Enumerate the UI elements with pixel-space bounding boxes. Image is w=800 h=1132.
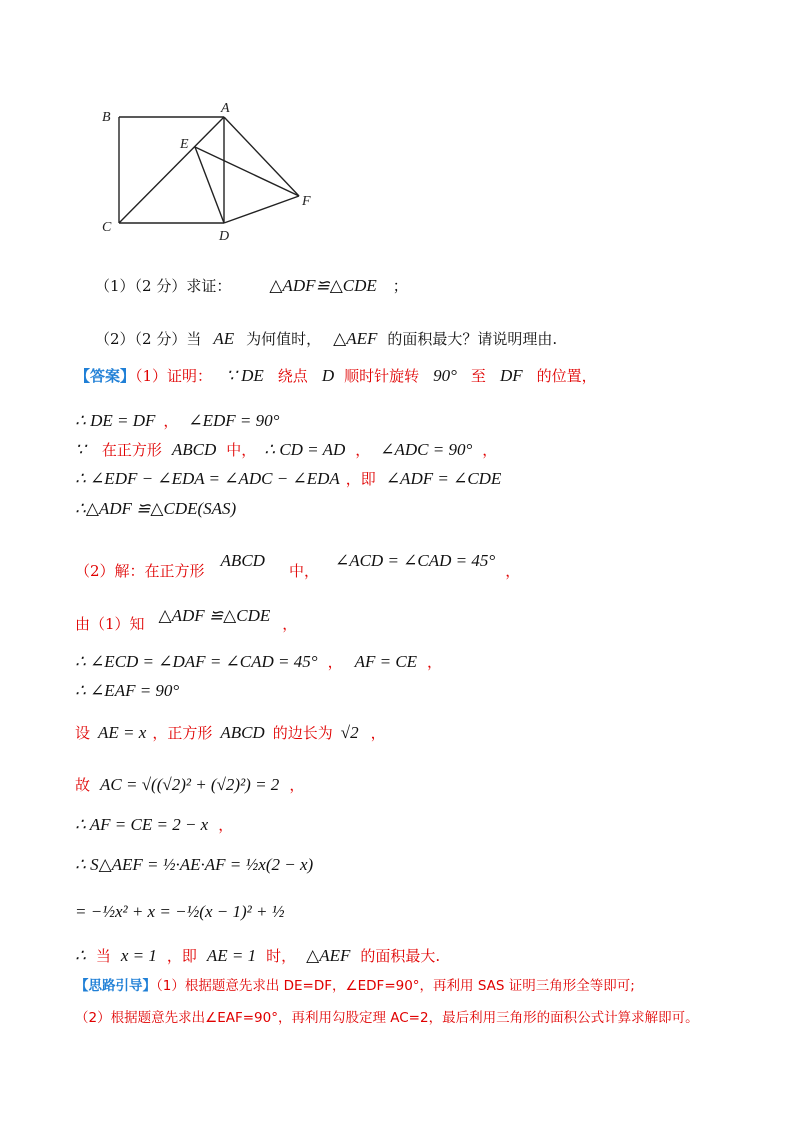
formula: ∠EDF = 90° (188, 411, 280, 430)
formula: ABCD (171, 440, 217, 459)
text-e: 的位置， (536, 367, 597, 385)
answer-line-3 (75, 440, 497, 460)
answer-line-12 (75, 815, 233, 835)
answer-line-10 (75, 723, 386, 743)
answer-line-2 (75, 411, 279, 431)
formula: ABCD (220, 723, 265, 742)
formula: ∴ (75, 946, 86, 965)
guide-tag: 【思路引导】 (75, 978, 156, 994)
guide-text-2: （2）根据题意先求出∠EAF=90°，再利用勾股定理 AC=2，最后利用三角形的面积公式计算求解即可。 (75, 1010, 699, 1026)
formula: ∴ CD = AD (264, 440, 346, 459)
text: ， (282, 615, 298, 633)
text: ， (427, 653, 443, 671)
formula: ∴ ∠EDF − ∠EDA = ∠ADC − ∠EDA (75, 469, 340, 488)
label-D: D (219, 229, 230, 244)
text: 由（1）知 (75, 615, 145, 633)
answer-tag: 【答案】 (75, 367, 136, 385)
label-E: E (180, 137, 189, 152)
answer-line-4 (75, 469, 501, 489)
text: 设 (75, 724, 91, 742)
text: ，即 (166, 947, 197, 965)
label-F: F (302, 194, 311, 209)
text-b: 绕点 (277, 367, 308, 385)
formula: DF (499, 366, 523, 385)
answer-line-14 (75, 902, 284, 922)
formula: ∠ACD = ∠CAD = 45° (334, 551, 496, 570)
label-A: A (221, 101, 230, 116)
answer-line-13 (75, 855, 313, 875)
formula: ∴ DE = DF (75, 411, 156, 430)
segment-DF (224, 196, 299, 223)
text-a: （1）证明： (135, 367, 213, 385)
text: ， (505, 562, 521, 580)
formula: ∴ S△AEF = ½·AE·AF = ½x(2 − x) (75, 855, 314, 874)
formula: AC = √((√2)² + (√2)²) = 2 (100, 775, 280, 794)
formula: ∴ ∠EAF = 90° (75, 681, 180, 700)
text: ， (163, 412, 179, 430)
formula: △ADF ≌△CDE (158, 606, 271, 625)
label-C: C (102, 220, 112, 235)
text: ， (355, 441, 371, 459)
text: 中， (288, 562, 319, 580)
formula: 90° (433, 366, 457, 385)
formula: = −½x² + x = −½(x − 1)² + ½ (75, 902, 285, 921)
q2-prefix: （2）（2 分）当 (95, 330, 202, 348)
formula: ∴△ADF ≌△CDE(SAS) (75, 499, 237, 518)
answer-line-7 (75, 606, 298, 634)
formula: ∠ADC = 90° (380, 440, 473, 459)
geometry-figure (95, 95, 325, 245)
text: ， (482, 441, 498, 459)
formula: ∵ (75, 440, 86, 459)
q1-formula: △ADF≌△CDE (269, 276, 377, 295)
answer-line-15 (75, 946, 440, 966)
text: 的面积最大. (360, 947, 441, 965)
formula: √2 (340, 723, 359, 742)
formula: ∴ ∠ECD = ∠DAF = ∠CAD = 45° (75, 652, 318, 671)
guide-line-2 (75, 1008, 699, 1028)
formula: AE = x (98, 723, 147, 742)
text: ， (218, 816, 234, 834)
answer-line-5 (75, 499, 236, 519)
answer-line-8 (75, 652, 442, 672)
text: 中， (226, 441, 257, 459)
segment-AF (224, 117, 299, 196)
q2-formula-ae: AE (213, 329, 235, 348)
answer-line-1 (75, 366, 597, 386)
q2-formula-aef: △AEF (333, 329, 378, 348)
formula: x = 1 (120, 946, 157, 965)
text: ，即 (345, 470, 376, 488)
label-B: B (102, 110, 111, 125)
text: ， (327, 653, 343, 671)
text: ， (370, 724, 386, 742)
guide-text-1: （1）根据题意先求出 DE=DF，∠EDF=90°，再利用 SAS 证明三角形全等即可; (156, 978, 635, 994)
formula: ∴ AF = CE = 2 − x (75, 815, 209, 834)
text: 故 (75, 776, 91, 794)
answer-line-6 (75, 551, 521, 581)
formula: △AEF (306, 946, 351, 965)
q2-mid: 为何值时， (246, 330, 322, 348)
q1-end: ； (392, 277, 408, 295)
question-2 (95, 329, 557, 349)
answer-line-11 (75, 775, 304, 795)
formula: ABCD (220, 551, 265, 570)
text: 当 (95, 947, 111, 965)
text: ， (289, 776, 305, 794)
text: 在正方形 (101, 441, 162, 459)
formula: ∠ADF = ∠CDE (385, 469, 502, 488)
text-d: 至 (470, 367, 486, 385)
text: 时， (266, 947, 297, 965)
formula: AF = CE (354, 652, 418, 671)
text-c: 顺时针旋转 (344, 367, 420, 385)
text: ，正方形 (152, 724, 213, 742)
segment-CA (119, 117, 224, 223)
formula: ∵ DE (226, 366, 264, 385)
answer-line-9 (75, 681, 179, 701)
text: （2）解：在正方形 (75, 562, 205, 580)
formula: D (321, 366, 335, 385)
q2-end: 的面积最大？请说明理由. (387, 330, 558, 348)
guide-line-1 (75, 976, 635, 996)
q1-prefix: （1）（2 分）求证： (95, 277, 232, 295)
formula: AE = 1 (206, 946, 257, 965)
question-1 (95, 276, 408, 296)
text: 的边长为 (272, 724, 333, 742)
